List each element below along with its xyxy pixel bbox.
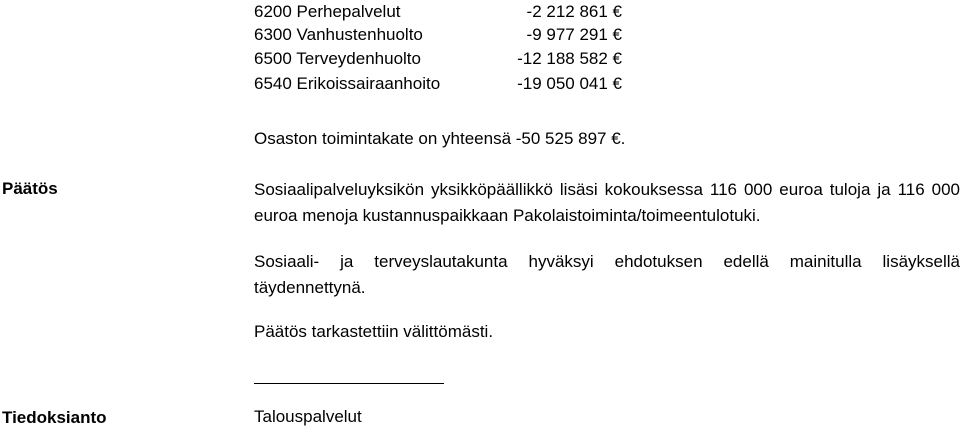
notice-heading: Tiedoksianto <box>2 408 107 427</box>
department-total-text: Osaston toimintakate on yhteensä -50 525 897 €. <box>254 129 626 148</box>
cost-line-amount: -19 050 041 € <box>517 74 622 93</box>
cost-line <box>254 24 622 46</box>
cost-line-label: 6200 Perhepalvelut <box>254 2 401 21</box>
decision-heading: Päätös <box>2 179 58 198</box>
cost-line-amount: -2 212 861 € <box>526 2 622 21</box>
cost-line <box>254 73 622 95</box>
cost-line-label: 6500 Terveydenhuolto <box>254 49 421 68</box>
cost-line-label: 6540 Erikoissairaanhoito <box>254 74 441 93</box>
notice-recipient: Talouspalvelut <box>254 407 362 426</box>
signature-line <box>254 383 444 384</box>
decision-paragraph: Sosiaali- ja terveyslautakunta hyväksyi ehdotuksen edellä mainitulla lisäyksellä täydennettynä. <box>254 252 960 297</box>
cost-line <box>254 1 622 23</box>
decision-paragraph: Sosiaalipalveluyksikön yksikköpäällikkö lisäsi kokouksessa 116 000 euroa tuloja ja 116 000 euroa menoja kustannuspaikkaan Pakolaistoiminta/toimeentulotuki. <box>254 180 960 225</box>
cost-line-amount: -12 188 582 € <box>517 49 622 68</box>
decision-paragraph: Päätös tarkastettiin välittömästi. <box>254 322 494 341</box>
cost-line-label: 6300 Vanhustenhuolto <box>254 25 423 44</box>
cost-line <box>254 48 622 70</box>
cost-line-amount: -9 977 291 € <box>526 25 622 44</box>
